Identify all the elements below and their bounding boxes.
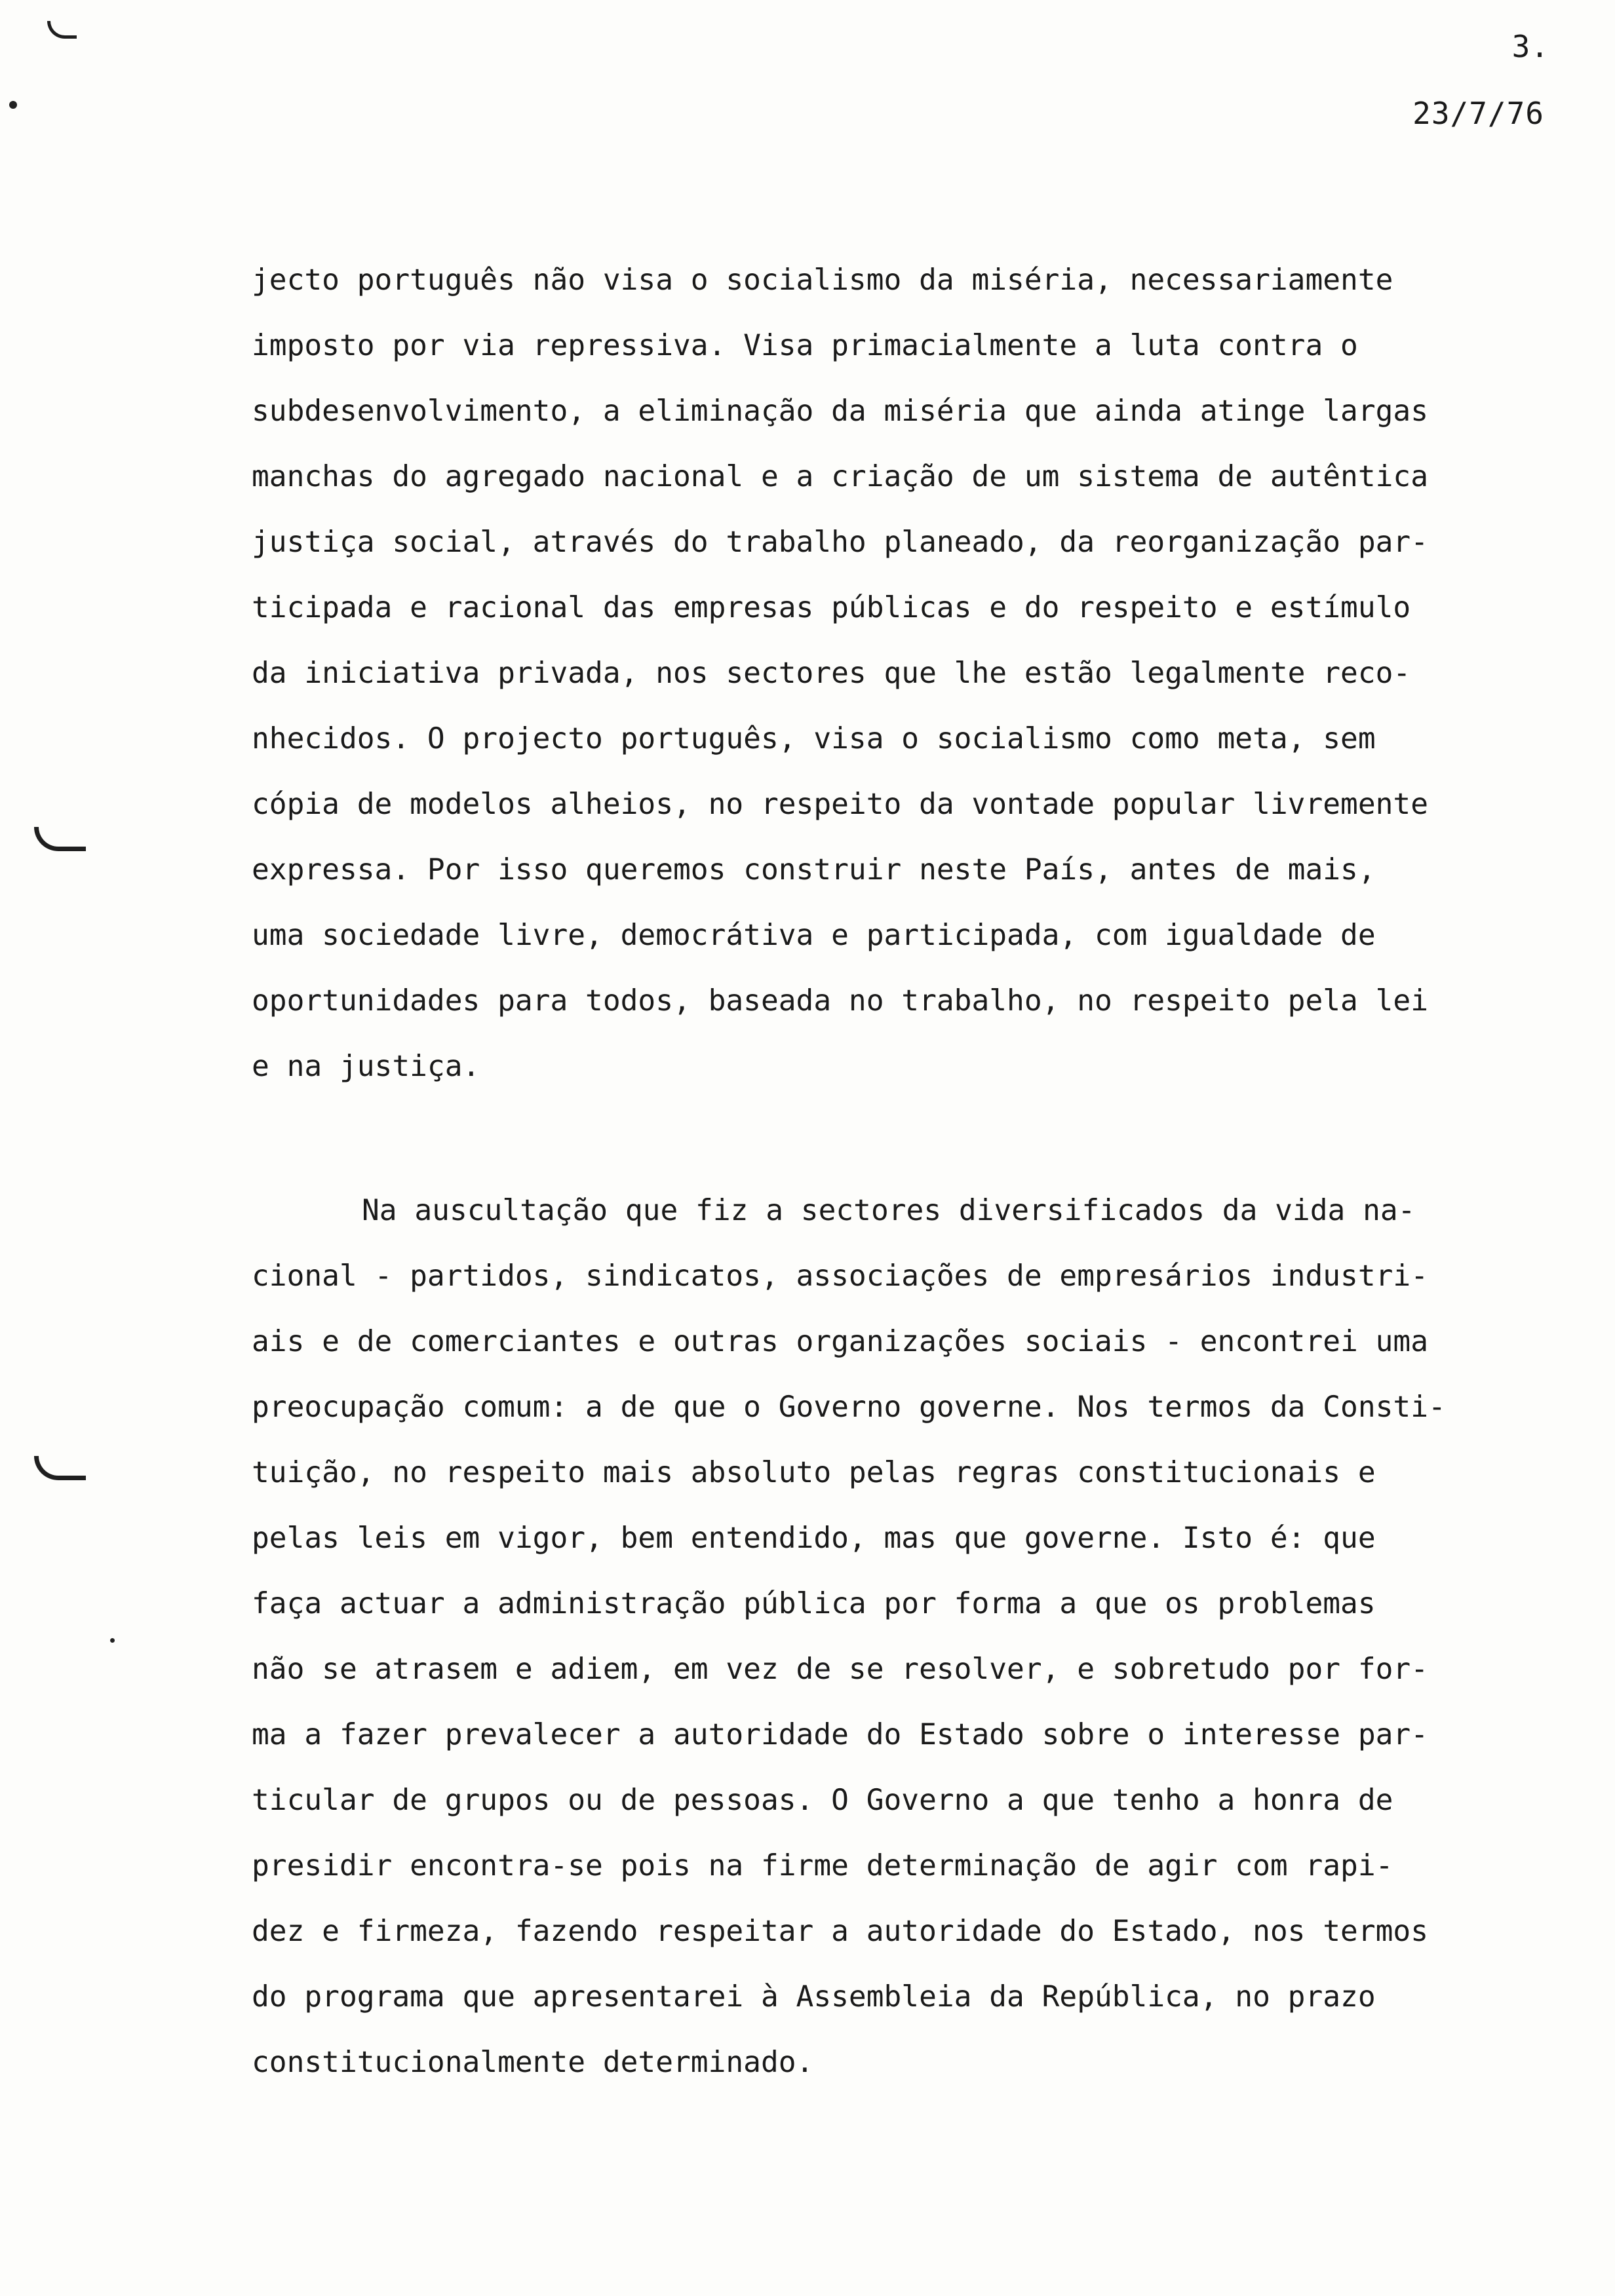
document-date: 23/7/76: [1412, 96, 1544, 131]
margin-dot-mark: [9, 101, 17, 109]
punch-hole-mark-middle: [34, 827, 86, 851]
text-line: nhecidos. O projecto português, visa o socialismo como meta, sem: [252, 722, 1376, 756]
page-number: 3.: [1511, 29, 1549, 64]
punch-hole-mark-top: [47, 21, 77, 39]
text-line: ais e de comerciantes e outras organizações sociais - encontrei uma: [252, 1325, 1429, 1358]
text-line: subdesenvolvimento, a eliminação da miséria que ainda atinge largas: [252, 394, 1429, 428]
text-line: da iniciativa privada, nos sectores que lhe estão legalmente reco-: [252, 657, 1411, 690]
text-line: faça actuar a administração pública por forma a que os problemas: [252, 1587, 1376, 1620]
text-line: presidir encontra-se pois na firme determinação de agir com rapi-: [252, 1849, 1393, 1883]
text-line: uma sociedade livre, democrátiva e participada, com igualdade de: [252, 919, 1376, 952]
text-line: justiça social, através do trabalho planeado, da reorganização par-: [252, 526, 1429, 559]
text-line: dez e firmeza, fazendo respeitar a autoridade do Estado, nos termos: [252, 1915, 1429, 1948]
text-line: pelas leis em vigor, bem entendido, mas que governe. Isto é: que: [252, 1521, 1376, 1555]
text-line: Na auscultação que fiz a sectores diversificados da vida na-: [362, 1194, 1416, 1227]
text-line: cópia de modelos alheios, no respeito da vontade popular livremente: [252, 788, 1429, 821]
paragraph-1: [252, 248, 1576, 1100]
text-line: imposto por via repressiva. Visa primacialmente a luta contra o: [252, 329, 1358, 362]
text-line: constitucionalmente determinado.: [252, 2046, 814, 2079]
letter-body: [252, 248, 1576, 2095]
text-line: preocupação comum: a de que o Governo governe. Nos termos da Consti-: [252, 1390, 1446, 1424]
text-line: não se atrasem e adiem, em vez de se resolver, e sobretudo por for-: [252, 1653, 1429, 1686]
text-line: tuição, no respeito mais absoluto pelas regras constitucionais e: [252, 1456, 1376, 1489]
text-line: expressa. Por isso queremos construir neste País, antes de mais,: [252, 853, 1376, 887]
text-line: manchas do agregado nacional e a criação de um sistema de autêntica: [252, 460, 1429, 493]
text-line: ma a fazer prevalecer a autoridade do Estado sobre o interesse par-: [252, 1718, 1429, 1751]
text-line: e na justiça.: [252, 1050, 480, 1083]
punch-hole-mark-lower: [34, 1456, 86, 1480]
paragraph-spacer: [252, 1100, 1576, 1178]
paragraph-2: [252, 1178, 1576, 2095]
text-line: jecto português não visa o socialismo da miséria, necessariamente: [252, 263, 1393, 297]
margin-dot-mark: [110, 1638, 115, 1643]
text-line: ticipada e racional das empresas públicas e do respeito e estímulo: [252, 591, 1411, 624]
text-line: do programa que apresentarei à Assembleia da República, no prazo: [252, 1980, 1376, 2014]
text-line: cional - partidos, sindicatos, associações de empresários industri-: [252, 1259, 1429, 1293]
text-line: oportunidades para todos, baseada no trabalho, no respeito pela lei: [252, 984, 1429, 1018]
text-line: ticular de grupos ou de pessoas. O Governo a que tenho a honra de: [252, 1784, 1393, 1817]
